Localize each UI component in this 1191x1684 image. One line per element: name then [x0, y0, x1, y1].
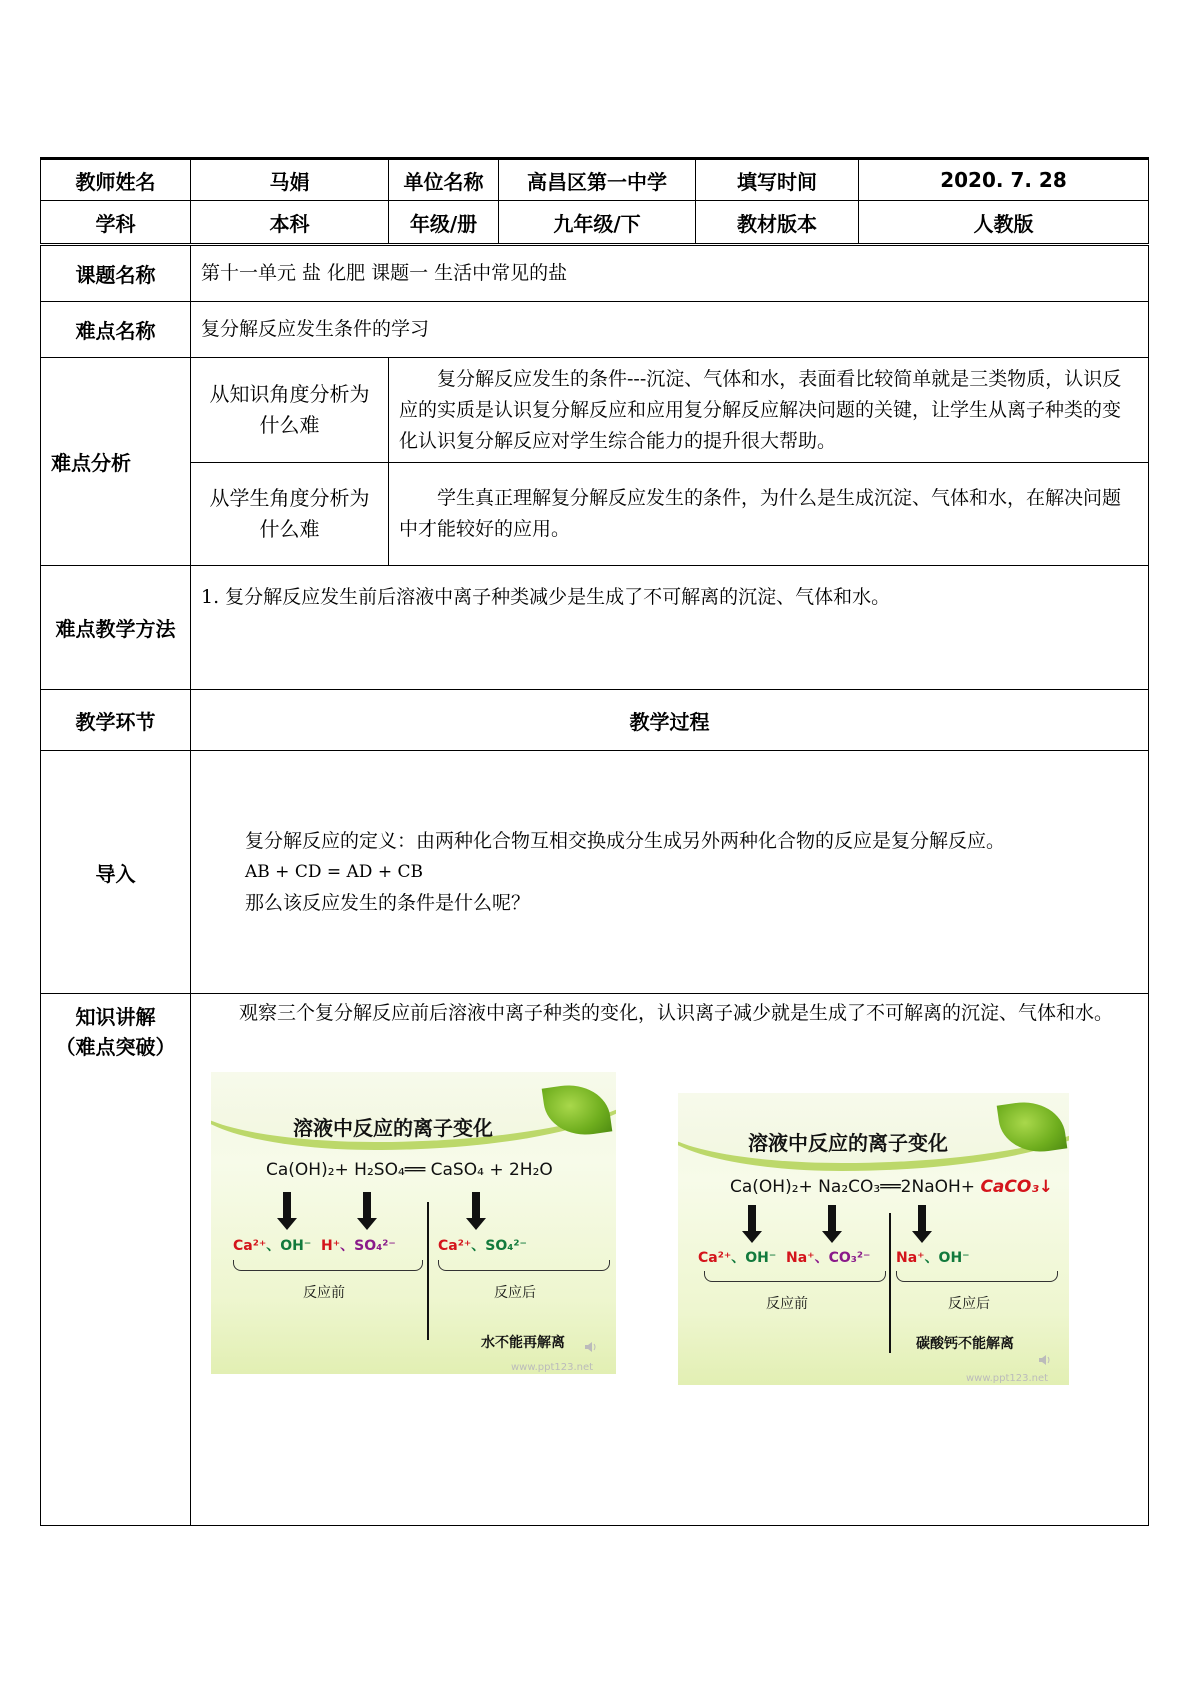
ion-hydroxide: 、OH⁻	[266, 1238, 312, 1254]
ion-carbonate: 、CO₃²⁻	[814, 1250, 871, 1266]
ions-after	[896, 1247, 970, 1267]
analysis-label: 难点分析	[41, 358, 191, 566]
teacher-label: 教师姓名	[41, 159, 191, 201]
slide-watermark: www.ppt123.net	[966, 1373, 1049, 1384]
slide-note: 水不能再解离	[481, 1335, 565, 1351]
ion-sulfate: 、SO₄²⁻	[340, 1238, 396, 1254]
speaker-icon	[584, 1340, 598, 1354]
edition-label: 教材版本	[696, 201, 859, 245]
date-value: 2020. 7. 28	[859, 159, 1149, 201]
down-arrow-icon	[472, 1192, 480, 1220]
process-right-header: 教学过程	[191, 690, 1149, 751]
caption-before: 反应前	[303, 1285, 345, 1301]
intro-content	[191, 751, 1149, 994]
ion-hydrogen: H⁺	[321, 1238, 341, 1254]
grade-value: 九年级/下	[499, 201, 696, 245]
intro-definition: 复分解反应的定义：由两种化合物互相交换成分生成另外两种化合物的反应是复分解反应。	[245, 829, 1006, 852]
caption-after: 反应后	[948, 1296, 990, 1312]
slide-note: 碳酸钙不能解离	[916, 1336, 1014, 1352]
slide-sulfuric-acid	[211, 1072, 616, 1374]
knowledge-label	[41, 994, 191, 1526]
reaction-equation	[730, 1177, 1053, 1197]
down-arrow-icon	[748, 1205, 756, 1233]
intro-label: 导入	[41, 751, 191, 994]
ion-calcium: Ca²⁺	[233, 1238, 267, 1254]
ions-after	[438, 1235, 527, 1255]
ions-before	[698, 1247, 870, 1267]
brace-after	[438, 1260, 610, 1271]
knowledge-label-line2: （难点突破）	[55, 1035, 176, 1059]
reaction-equation: Ca(OH)₂+ H₂SO₄══ CaSO₄ + 2H₂O	[266, 1160, 553, 1180]
intro-question: 那么该反应发生的条件是什么呢？	[245, 891, 531, 914]
teacher-name: 马娟	[191, 159, 389, 201]
topic-value: 第十一单元 盐 化肥 课题一 生活中常见的盐	[191, 245, 1149, 302]
ion-calcium: Ca²⁺	[438, 1238, 472, 1254]
grade-label: 年级/册	[389, 201, 499, 245]
brace-after	[896, 1271, 1058, 1282]
slide-title: 溶液中反应的离子变化	[748, 1131, 948, 1155]
caption-after: 反应后	[494, 1285, 536, 1301]
method-value: 1. 复分解反应发生前后溶液中离子种类减少是生成了不可解离的沉淀、气体和水。	[191, 566, 1149, 690]
ion-hydroxide: 、OH⁻	[731, 1250, 777, 1266]
ions-before	[233, 1235, 396, 1255]
unit-name: 高昌区第一中学	[499, 159, 696, 201]
intro-formula: AB + CD = AD + CB	[245, 861, 423, 882]
subject-value: 本科	[191, 201, 389, 245]
speaker-icon	[1038, 1353, 1052, 1367]
knowledge-angle-label: 从知识角度分析为什么难	[191, 358, 389, 463]
ion-sulfate: 、SO₄²⁻	[471, 1238, 527, 1254]
equation-text: Ca(OH)₂+ Na₂CO₃══2NaOH+	[730, 1177, 976, 1197]
ion-hydroxide: 、OH⁻	[924, 1250, 970, 1266]
difficulty-value: 复分解反应发生条件的学习	[191, 302, 1149, 358]
precipitate-text: CaCO₃↓	[980, 1177, 1054, 1197]
divider-line	[427, 1202, 429, 1340]
brace-before	[233, 1260, 423, 1271]
difficulty-label: 难点名称	[41, 302, 191, 358]
date-label: 填写时间	[696, 159, 859, 201]
brace-before	[704, 1271, 886, 1282]
edition-value: 人教版	[859, 201, 1149, 245]
ion-calcium: Ca²⁺	[698, 1250, 732, 1266]
down-arrow-icon	[918, 1205, 926, 1233]
student-angle-text: 学生真正理解复分解反应发生的条件，为什么是生成沉淀、气体和水，在解决问题中才能较好的应用。	[389, 463, 1149, 566]
slide-watermark: www.ppt123.net	[511, 1362, 594, 1373]
divider-line	[889, 1213, 891, 1353]
down-arrow-icon	[828, 1205, 836, 1233]
knowledge-text: 观察三个复分解反应前后溶液中离子种类的变化，认识离子减少就是生成了不可解离的沉淀、气体和水。	[239, 1002, 1114, 1024]
unit-label: 单位名称	[389, 159, 499, 201]
method-label: 难点教学方法	[41, 566, 191, 690]
ion-sodium: Na⁺	[786, 1250, 815, 1266]
student-angle-label: 从学生角度分析为什么难	[191, 463, 389, 566]
knowledge-label-line1: 知识讲解	[75, 1005, 156, 1029]
topic-label: 课题名称	[41, 245, 191, 302]
down-arrow-icon	[283, 1192, 291, 1220]
subject-label: 学科	[41, 201, 191, 245]
slide-sodium-carbonate	[678, 1093, 1069, 1385]
knowledge-angle-text: 复分解反应发生的条件---沉淀、气体和水，表面看比较简单就是三类物质，认识反应的实质是认识复分解反应和应用复分解反应解决问题的关键，让学生从离子种类的变化认识复分解反应对学生综合能力的提升很大帮助。	[389, 358, 1149, 463]
down-arrow-icon	[363, 1192, 371, 1220]
process-left-header: 教学环节	[41, 690, 191, 751]
ion-sodium: Na⁺	[896, 1250, 925, 1266]
caption-before: 反应前	[766, 1296, 808, 1312]
slide-title: 溶液中反应的离子变化	[293, 1116, 493, 1140]
